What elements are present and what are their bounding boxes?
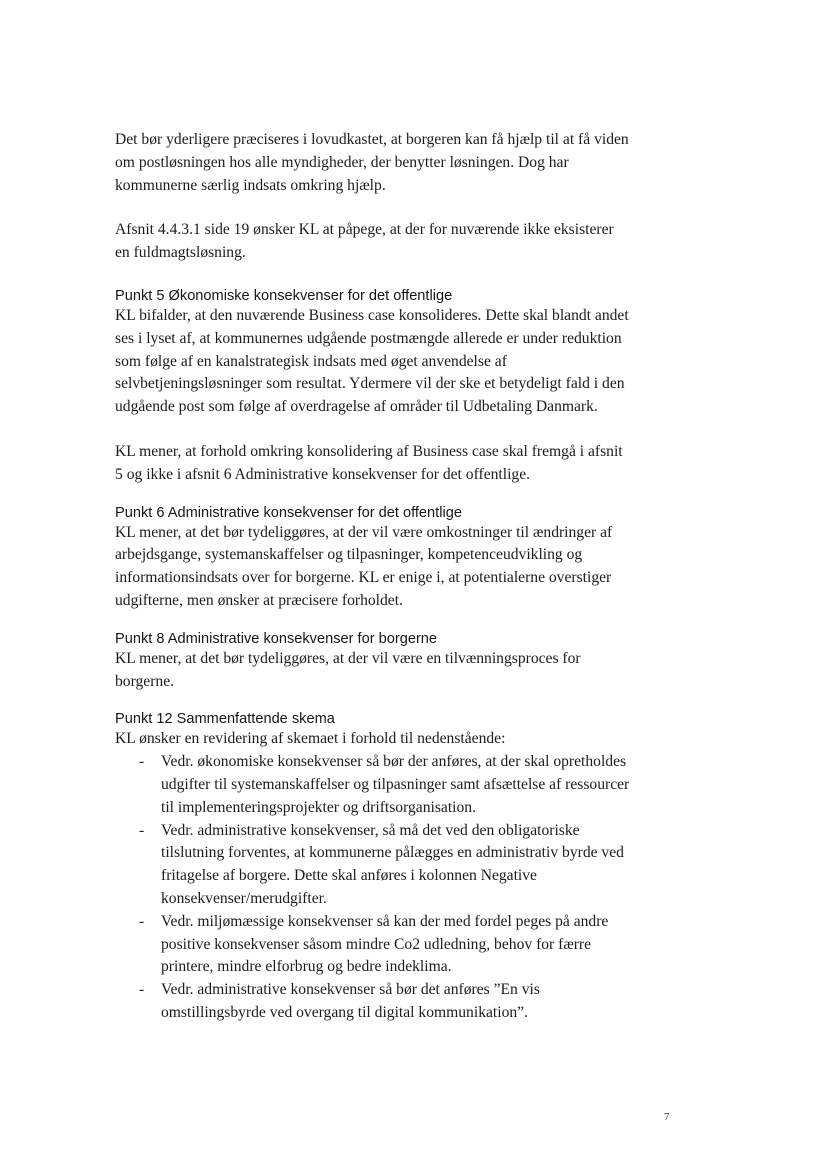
- section-6-paragraph: KL mener, at det bør tydeliggøres, at der vil være omkostninger til ændringer af arbejdsgange, systemanskaffelser og tilpasninger, kompetenceudvikling og informationsindsats over for borgerne. KL er enige i, at potentialerne overstiger udgifterne, men ønsker at præcisere forholdet.: [115, 523, 613, 609]
- heading-section-8: Punkt 8 Administrative konsekvenser for borgerne: [115, 630, 438, 647]
- section-5-paragraph-2: KL mener, at forhold omkring konsolidering af Business case skal fremgå i afsnit 5 og ikke i afsnit 6 Administrative konsekvenser for det offentlige.: [115, 442, 623, 483]
- list-item: [115, 820, 630, 911]
- dash-marker: -: [139, 981, 145, 999]
- dash-marker: -: [139, 753, 145, 771]
- list-item: [115, 911, 630, 979]
- list-item-text: Vedr. miljømæssige konsekvenser så kan der med fordel peges på andre positive konsekvenser såsom mindre Co2 udledning, behov for færre printere, mindre elforbrug og bedre indeklima.: [161, 912, 609, 976]
- dash-marker: -: [139, 821, 145, 839]
- dash-marker: -: [139, 912, 145, 930]
- heading-section-5: Punkt 5 Økonomiske konsekvenser for det offentlige: [115, 287, 453, 304]
- section-12-bullet-list: [115, 751, 630, 1025]
- list-item-text: Vedr. administrative konsekvenser så bør det anføres ”En vis omstillingsbyrde ved overgang til digital kommunikation”.: [161, 981, 540, 1021]
- page-number: 7: [664, 1111, 670, 1123]
- section-5-paragraph-1: KL bifalder, at den nuværende Business case konsolideres. Dette skal blandt andet ses i lyset af, at kommunernes udgående postmængde allerede er under reduktion som følge af en kanalstrategisk indsats med øget anvendelse af selvbetjeningsløsninger som resultat. Ydermere vil der ske et betydeligt fald i den udgående post som følge af overdragelse af områder til Udbetaling Danmark.: [115, 306, 629, 416]
- list-item: [115, 979, 630, 1025]
- list-item: [115, 751, 630, 819]
- list-item-text: Vedr. økonomiske konsekvenser så bør der anføres, at der skal opretholdes udgifter til systemanskaffelser og tilpasninger samt afsættelse af ressourcer til implementeringsprojekter og driftsorganisation.: [161, 753, 630, 816]
- list-item-text: Vedr. administrative konsekvenser, så må det ved den obligatoriske tilslutning forventes, at kommunerne pålægges en administrativ byrde ved fritagelse af borgere. Dette skal anføres i kolonnen Negative konsekvenser/merudgifter.: [161, 821, 624, 907]
- heading-section-6: Punkt 6 Administrative konsekvenser for det offentlige: [115, 504, 462, 521]
- document-body: [115, 129, 630, 1025]
- paragraph-help-postsolution: Det bør yderligere præciseres i lovudkastet, at borgeren kan få hjælp til at få viden om postløsningen hos alle myndigheder, der benytter løsningen. Dog har kommunerne særlig indsats omkring hjælp.: [115, 131, 629, 194]
- section-12-intro: KL ønsker en revidering af skemaet i forhold til nedenstående:: [115, 730, 506, 748]
- section-8-paragraph: KL mener, at det bør tydeliggøres, at der vil være en tilvænningsproces for borgerne.: [115, 649, 581, 690]
- heading-section-12: Punkt 12 Sammenfattende skema: [115, 711, 335, 728]
- paragraph-power-of-attorney: Afsnit 4.4.3.1 side 19 ønsker KL at påpege, at der for nuværende ikke eksisterer en fuldmagtsløsning.: [115, 221, 614, 262]
